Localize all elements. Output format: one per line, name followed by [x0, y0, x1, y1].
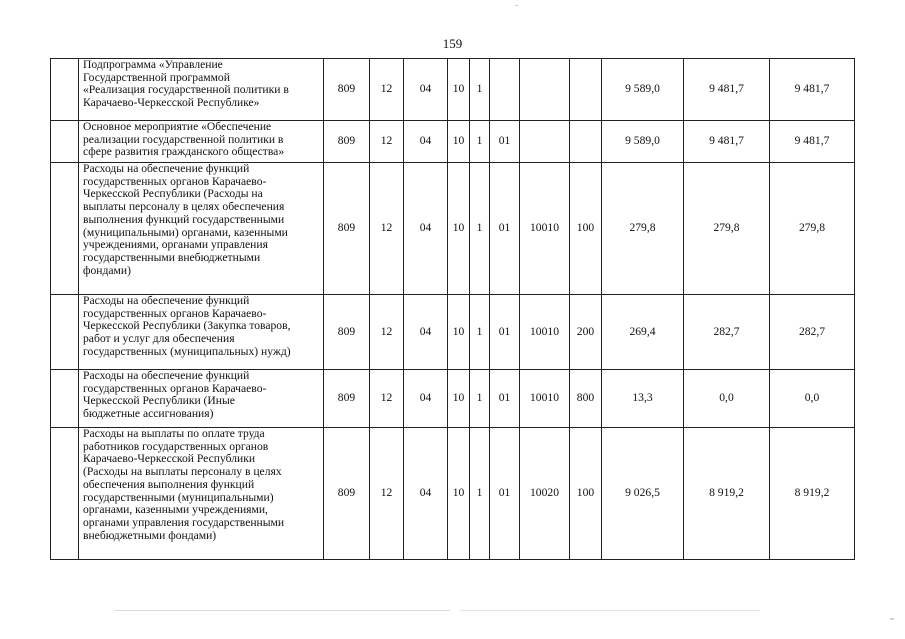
gov-code-cell: 809: [324, 59, 370, 121]
event-cell: 01: [490, 121, 520, 163]
name-cell: [79, 295, 324, 370]
table-row: [51, 428, 855, 560]
gov-code-cell: 809: [324, 370, 370, 428]
direction-cell: 10010: [520, 370, 570, 428]
gov-code-cell: 809: [324, 163, 370, 295]
section-cell: 12: [370, 163, 404, 295]
scan-artifact-dot: [515, 5, 518, 6]
direction-cell: 10010: [520, 295, 570, 370]
value-2020-cell: 0,0: [684, 370, 770, 428]
budget-table: [50, 58, 855, 560]
gov-code-cell: 809: [324, 428, 370, 560]
row-name: Основное мероприятие «Обеспечение реализации государственной политики в сфере развития гражданского общества»: [83, 120, 285, 159]
index-cell: [51, 295, 79, 370]
event-cell: [490, 59, 520, 121]
gov-code-cell: 809: [324, 295, 370, 370]
index-cell: [51, 121, 79, 163]
section-cell: 12: [370, 428, 404, 560]
value-2020-cell: 9 481,7: [684, 59, 770, 121]
name-cell: [79, 370, 324, 428]
row-name: Расходы на обеспечение функций государственных органов Карачаево- Черкесской Республики (Закупка товаров, работ и услуг для обеспечения государственных (муниципальных) нужд): [83, 294, 291, 358]
value-2021-cell: 282,7: [770, 295, 855, 370]
name-cell: [79, 428, 324, 560]
value-2021-cell: 0,0: [770, 370, 855, 428]
row-name: Расходы на обеспечение функций государственных органов Карачаево- Черкесской Республики (Расходы на выплаты персоналу в целях обеспечения выполнения функций государственными (муниципальными) органами, казенными учреждениями, органами управления государственными внебюджетными фондами): [83, 162, 288, 277]
page-number: 159: [442, 36, 463, 51]
expense-type-cell: 200: [570, 295, 602, 370]
event-cell: 01: [490, 163, 520, 295]
section-cell: 12: [370, 121, 404, 163]
value-2019-cell: 9 589,0: [602, 121, 684, 163]
subprogram-cell: 1: [470, 428, 490, 560]
direction-cell: 10010: [520, 163, 570, 295]
value-2020-cell: 282,7: [684, 295, 770, 370]
direction-cell: 10020: [520, 428, 570, 560]
table-row: [51, 295, 855, 370]
row-name: Расходы на обеспечение функций государственных органов Карачаево- Черкесской Республики (Иные бюджетные ассигнования): [83, 369, 267, 421]
value-2021-cell: 279,8: [770, 163, 855, 295]
value-2020-cell: 8 919,2: [684, 428, 770, 560]
value-2021-cell: 9 481,7: [770, 59, 855, 121]
subprogram-cell: 1: [470, 370, 490, 428]
value-2019-cell: 9 589,0: [602, 59, 684, 121]
value-2019-cell: 9 026,5: [602, 428, 684, 560]
value-2019-cell: 13,3: [602, 370, 684, 428]
index-cell: [51, 370, 79, 428]
subprogram-cell: 1: [470, 163, 490, 295]
subsection-cell: 04: [404, 163, 448, 295]
subsection-cell: 04: [404, 428, 448, 560]
direction-cell: [520, 59, 570, 121]
program-cell: 10: [448, 121, 470, 163]
table-row: [51, 59, 855, 121]
value-2020-cell: 279,8: [684, 163, 770, 295]
table-row: [51, 370, 855, 428]
index-cell: [51, 163, 79, 295]
expense-type-cell: 100: [570, 428, 602, 560]
expense-type-cell: [570, 121, 602, 163]
scan-artifact-dot: [890, 618, 894, 620]
subsection-cell: 04: [404, 295, 448, 370]
scan-artifact-line: [460, 610, 760, 611]
row-name: Расходы на выплаты по оплате труда работников государственных органов Карачаево-Черкесской Республики (Расходы на выплаты персоналу в целях обеспечения выполнения функций государственными (муниципальными) органами, казенными учреждениями, органами управления государственными внебюджетными фондами): [83, 427, 285, 542]
value-2019-cell: 269,4: [602, 295, 684, 370]
subprogram-cell: 1: [470, 59, 490, 121]
section-cell: 12: [370, 370, 404, 428]
value-2019-cell: 279,8: [602, 163, 684, 295]
program-cell: 10: [448, 370, 470, 428]
expense-type-cell: [570, 59, 602, 121]
table-row: [51, 163, 855, 295]
section-cell: 12: [370, 59, 404, 121]
gov-code-cell: 809: [324, 121, 370, 163]
expense-type-cell: 800: [570, 370, 602, 428]
value-2021-cell: 9 481,7: [770, 121, 855, 163]
subprogram-cell: 1: [470, 121, 490, 163]
event-cell: 01: [490, 428, 520, 560]
program-cell: 10: [448, 428, 470, 560]
value-2020-cell: 9 481,7: [684, 121, 770, 163]
row-name: Подпрограмма «Управление Государственной программой «Реализация государственной политики в Карачаево-Черкесской Республике»: [83, 58, 289, 110]
program-cell: 10: [448, 295, 470, 370]
event-cell: 01: [490, 370, 520, 428]
direction-cell: [520, 121, 570, 163]
subsection-cell: 04: [404, 121, 448, 163]
program-cell: 10: [448, 163, 470, 295]
scan-artifact-line: [115, 610, 450, 611]
section-cell: 12: [370, 295, 404, 370]
index-cell: [51, 59, 79, 121]
expense-type-cell: 100: [570, 163, 602, 295]
name-cell: [79, 59, 324, 121]
event-cell: 01: [490, 295, 520, 370]
name-cell: [79, 163, 324, 295]
subsection-cell: 04: [404, 59, 448, 121]
program-cell: 10: [448, 59, 470, 121]
value-2021-cell: 8 919,2: [770, 428, 855, 560]
subprogram-cell: 1: [470, 295, 490, 370]
name-cell: [79, 121, 324, 163]
subsection-cell: 04: [404, 370, 448, 428]
index-cell: [51, 428, 79, 560]
table-body: [51, 59, 855, 560]
table-row: [51, 121, 855, 163]
